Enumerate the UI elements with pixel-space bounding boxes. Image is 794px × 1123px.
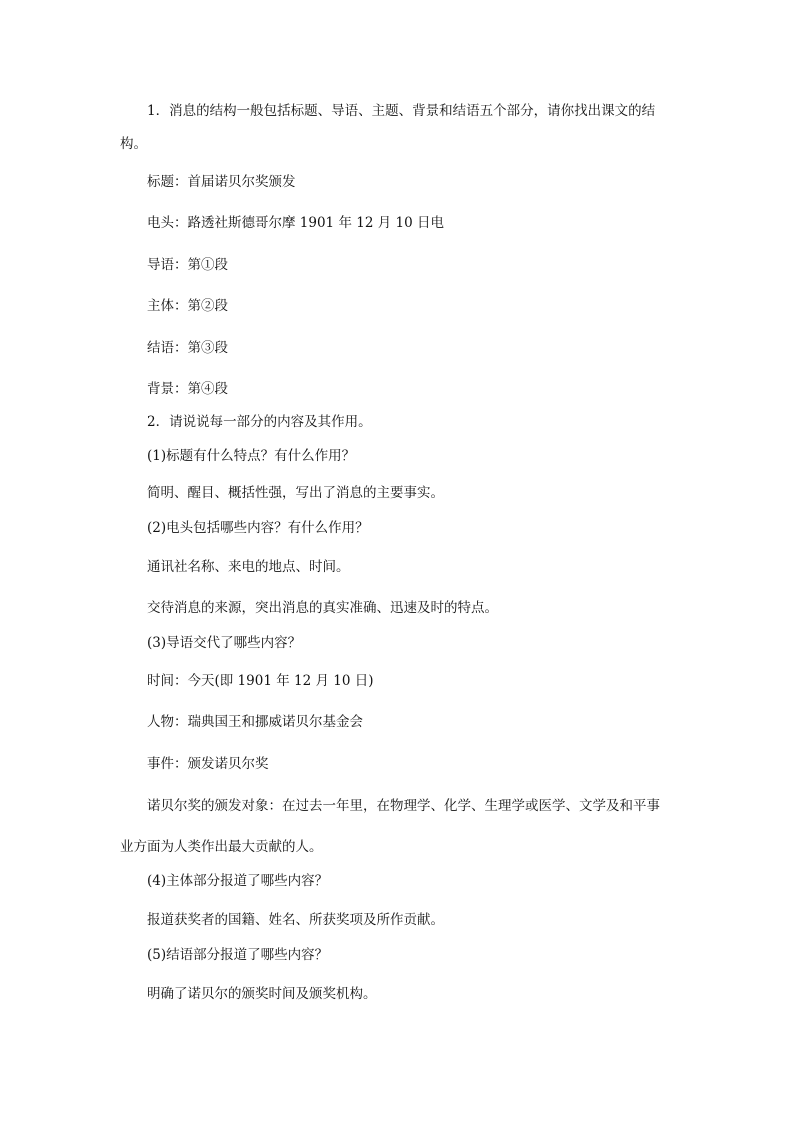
q2-sub5-question: (5)结语部分报道了哪些内容？ — [147, 947, 329, 963]
q1-background-answer: 背景：第④段 — [147, 381, 228, 397]
q2-sub4-answer: 报道获奖者的国籍、姓名、所获奖项及所作贡献。 — [147, 912, 444, 928]
q2-prompt: 2．请说说每一部分的内容及其作用。 — [147, 414, 372, 430]
q2-sub3-target-line1: 诺贝尔奖的颁发对象：在过去一年里，在物理学、化学、生理学或医学、文学及和平事 — [147, 798, 660, 814]
q2-sub1-question: (1)标题有什么特点？有什么作用？ — [147, 448, 356, 464]
q2-sub3-people: 人物：瑞典国王和挪威诺贝尔基金会 — [147, 714, 363, 730]
q2-sub2-question: (2)电头包括哪些内容？有什么作用？ — [147, 520, 369, 536]
q2-sub5-answer: 明确了诺贝尔的颁奖时间及颁奖机构。 — [147, 986, 377, 1002]
q1-question-line2: 构。 — [120, 136, 147, 152]
q1-lead-answer: 导语：第①段 — [147, 257, 228, 273]
q1-ending-answer: 结语：第③段 — [147, 340, 228, 356]
q2-sub3-time: 时间：今天(即 1901 年 12 月 10 日) — [147, 673, 374, 689]
q2-sub3-event: 事件：颁发诺贝尔奖 — [147, 756, 269, 772]
q1-question-line1: 1．消息的结构一般包括标题、导语、主题、背景和结语五个部分，请你找出课文的结 — [147, 103, 656, 119]
q2-sub4-question: (4)主体部分报道了哪些内容？ — [147, 873, 329, 889]
q1-headline-answer: 标题：首届诺贝尔奖颁发 — [147, 174, 296, 190]
q2-sub3-target-line2: 业方面为人类作出最大贡献的人。 — [120, 839, 323, 855]
q2-sub2-answer1: 通讯社名称、来电的地点、时间。 — [147, 559, 350, 575]
q2-sub2-answer2: 交待消息的来源，突出消息的真实准确、迅速及时的特点。 — [147, 600, 498, 616]
q2-sub3-question: (3)导语交代了哪些内容？ — [147, 635, 302, 651]
q1-body-answer: 主体：第②段 — [147, 298, 228, 314]
q1-dateline-answer: 电头：路透社斯德哥尔摩 1901 年 12 月 10 日电 — [147, 215, 444, 231]
q2-sub1-answer: 简明、醒目、概括性强，写出了消息的主要事实。 — [147, 485, 444, 501]
